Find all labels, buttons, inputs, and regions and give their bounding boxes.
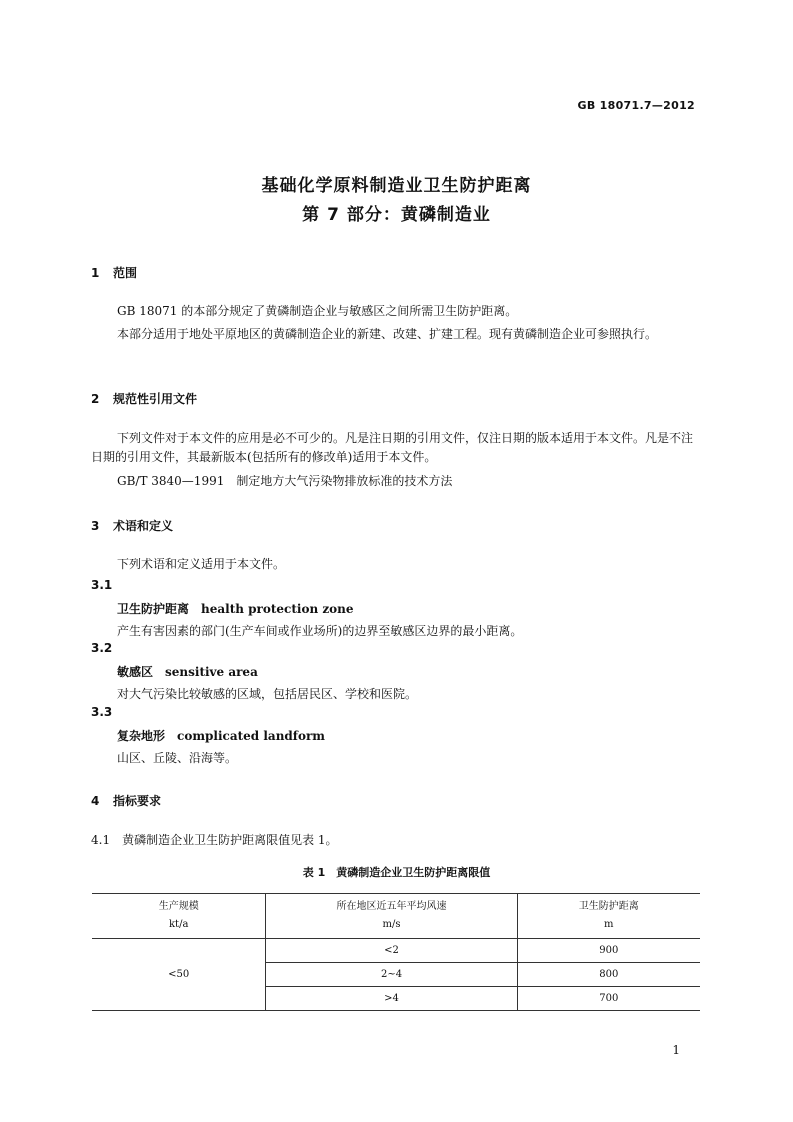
section-number: 1	[91, 266, 100, 280]
header-cell	[92, 894, 266, 939]
table-row	[92, 939, 700, 963]
scale-cell: <50	[92, 939, 266, 1011]
section-number: 2	[91, 392, 100, 406]
term-entry	[117, 600, 354, 617]
header-name: 生产规模	[158, 901, 199, 912]
document-title: 基础化学原料制造业卫生防护距离	[261, 176, 532, 196]
term-number: 3.2	[91, 641, 113, 655]
distance-limit-table	[92, 893, 700, 1011]
header-unit: m	[604, 919, 614, 930]
section-2-heading	[91, 390, 197, 407]
section-3-heading	[91, 517, 173, 534]
document-subtitle: 第 7 部分：黄磷制造业	[302, 205, 491, 225]
term-chinese: 敏感区	[117, 665, 154, 679]
header-name: 所在地区近五年平均风速	[336, 901, 447, 912]
section-2-paragraph-1: 下列文件对于本文件的应用是必不可少的。凡是注日期的引用文件，仅注日期的版本适用于本文件。凡是不注日期的引用文件，其最新版本(包括所有的修改单)适用于本文件。	[91, 431, 694, 464]
table-title: 表 1 黄磷制造企业卫生防护距离限值	[302, 866, 491, 879]
distance-cell: 900	[517, 939, 700, 963]
section-number: 3	[91, 519, 100, 533]
section-title: 指标要求	[113, 794, 162, 808]
term-chinese: 复杂地形	[117, 729, 166, 743]
header-name: 卫生防护距离	[578, 901, 639, 912]
term-english: complicated landform	[177, 729, 325, 743]
term-entry	[117, 727, 325, 744]
section-1-paragraph-1: GB 18071 的本部分规定了黄磷制造企业与敏感区之间所需卫生防护距离。	[117, 304, 518, 318]
header-unit: kt/a	[169, 919, 189, 930]
wind-speed-cell: <2	[266, 939, 517, 963]
term-chinese: 卫生防护距离	[117, 602, 190, 616]
normative-reference: GB/T 3840—1991 制定地方大气污染物排放标准的技术方法	[117, 474, 453, 488]
term-definition: 山区、丘陵、沿海等。	[117, 751, 238, 765]
section-4-heading	[91, 792, 161, 809]
header-cell	[266, 894, 517, 939]
section-title: 范围	[113, 266, 138, 280]
term-definition: 对大气污染比较敏感的区域，包括居民区、学校和医院。	[117, 687, 418, 701]
distance-cell: 800	[517, 963, 700, 987]
section-title: 规范性引用文件	[113, 392, 198, 406]
page-number: 1	[672, 1043, 680, 1057]
term-entry	[117, 663, 258, 680]
term-definition: 产生有害因素的部门(生产车间或作业场所)的边界至敏感区边界的最小距离。	[117, 624, 523, 638]
section-1-heading	[91, 264, 137, 281]
term-number: 3.1	[91, 578, 113, 592]
section-3-intro: 下列术语和定义适用于本文件。	[117, 557, 286, 571]
section-title: 术语和定义	[113, 519, 174, 533]
term-number: 3.3	[91, 705, 113, 719]
standard-number: GB 18071.7—2012	[577, 99, 695, 112]
distance-cell: 700	[517, 987, 700, 1011]
section-1-paragraph-2: 本部分适用于地处平原地区的黄磷制造企业的新建、改建、扩建工程。现有黄磷制造企业可参照执行。	[117, 327, 658, 341]
wind-speed-cell: 2~4	[266, 963, 517, 987]
wind-speed-cell: >4	[266, 987, 517, 1011]
section-4-paragraph-1: 4.1 黄磷制造企业卫生防护距离限值见表 1。	[91, 833, 338, 847]
header-unit: m/s	[382, 919, 401, 930]
table-header-row	[92, 894, 700, 939]
term-english: sensitive area	[165, 665, 258, 679]
section-number: 4	[91, 794, 100, 808]
term-english: health protection zone	[201, 602, 354, 616]
header-cell	[517, 894, 700, 939]
